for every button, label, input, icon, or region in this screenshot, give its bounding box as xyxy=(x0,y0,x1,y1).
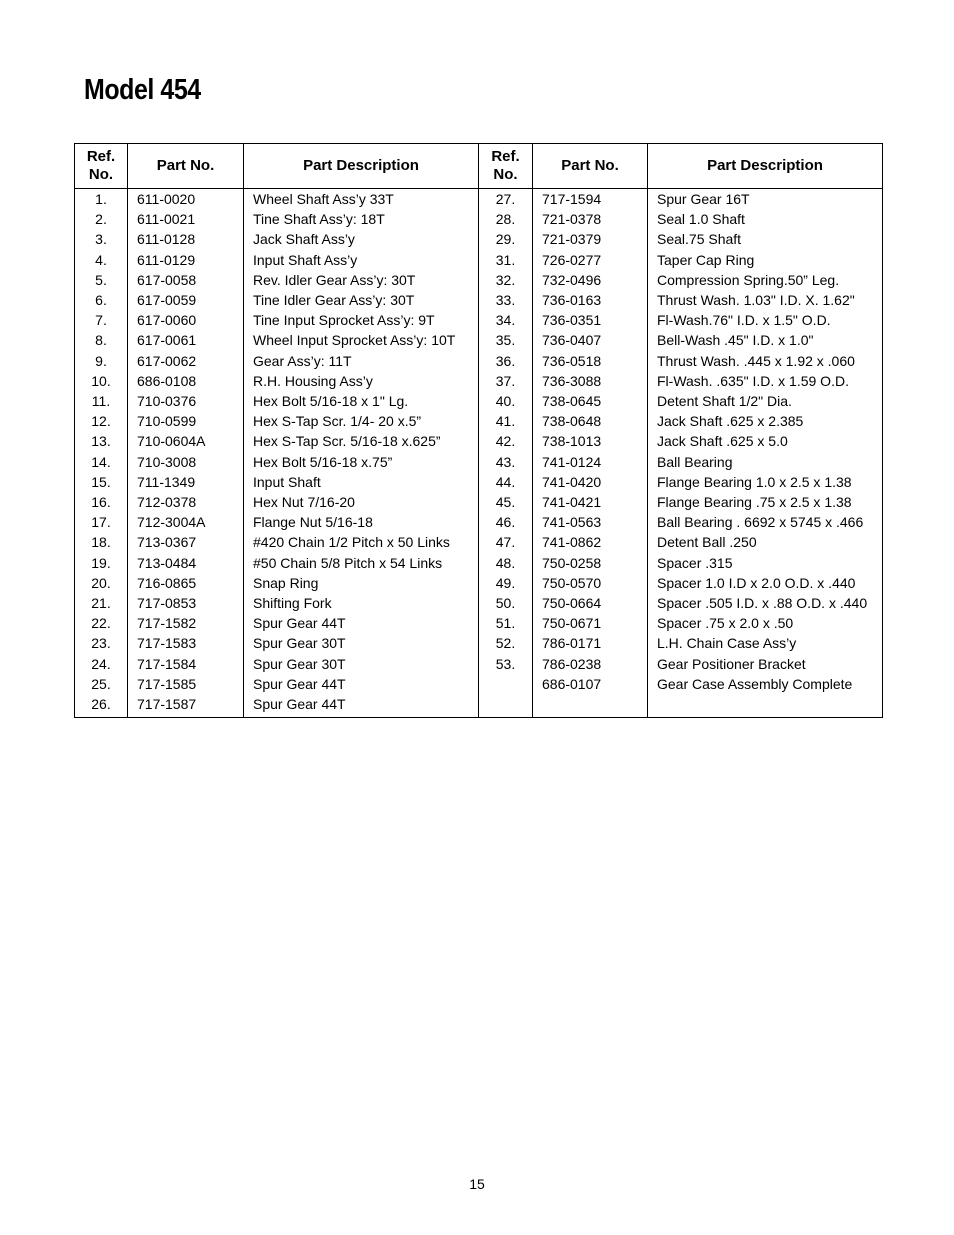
part-no-cell: 611-0129 xyxy=(128,250,244,270)
table-row xyxy=(75,250,883,270)
part-no-cell: 710-3008 xyxy=(128,452,244,472)
part-description-cell: Wheel Shaft Ass’y 33T xyxy=(244,189,479,210)
part-no-cell: 750-0671 xyxy=(533,613,648,633)
ref-no-cell: 1. xyxy=(75,189,128,210)
part-no-cell xyxy=(533,694,648,718)
ref-no-cell: 5. xyxy=(75,270,128,290)
part-description-cell: Flange Bearing 1.0 x 2.5 x 1.38 xyxy=(648,472,883,492)
header-part-description: Part Description xyxy=(648,144,883,189)
part-description-cell: Tine Idler Gear Ass’y: 30T xyxy=(244,290,479,310)
part-no-cell: 617-0062 xyxy=(128,351,244,371)
table-row xyxy=(75,654,883,674)
ref-no-cell: 40. xyxy=(479,391,533,411)
ref-no-cell: 7. xyxy=(75,310,128,330)
part-no-cell: 710-0376 xyxy=(128,391,244,411)
part-description-cell: Spacer .315 xyxy=(648,553,883,573)
part-no-cell: 611-0128 xyxy=(128,229,244,249)
table-header-row xyxy=(75,144,883,189)
part-description-cell: Spacer .505 I.D. x .88 O.D. x .440 xyxy=(648,593,883,613)
parts-table xyxy=(74,143,883,718)
part-no-cell: 741-0421 xyxy=(533,492,648,512)
ref-no-cell: 3. xyxy=(75,229,128,249)
ref-no-cell: 51. xyxy=(479,613,533,633)
part-description-cell: Spur Gear 44T xyxy=(244,674,479,694)
table-row xyxy=(75,351,883,371)
part-description-cell: Hex Nut 7/16-20 xyxy=(244,492,479,512)
ref-no-cell: 13. xyxy=(75,431,128,451)
ref-no-cell: 50. xyxy=(479,593,533,613)
part-description-cell: Rev. Idler Gear Ass’y: 30T xyxy=(244,270,479,290)
table-row xyxy=(75,411,883,431)
ref-no-cell: 45. xyxy=(479,492,533,512)
ref-no-cell: 14. xyxy=(75,452,128,472)
ref-no-cell: 6. xyxy=(75,290,128,310)
part-no-cell: 736-0163 xyxy=(533,290,648,310)
part-description-cell: Input Shaft xyxy=(244,472,479,492)
header-ref-no: Ref. No. xyxy=(75,144,128,189)
table-row xyxy=(75,573,883,593)
part-no-cell: 741-0420 xyxy=(533,472,648,492)
table-row xyxy=(75,452,883,472)
part-description-cell: Hex S-Tap Scr. 1/4- 20 x.5” xyxy=(244,411,479,431)
part-description-cell xyxy=(648,694,883,718)
ref-no-cell: 21. xyxy=(75,593,128,613)
table-row xyxy=(75,431,883,451)
ref-no-cell: 44. xyxy=(479,472,533,492)
ref-no-cell: 35. xyxy=(479,330,533,350)
table-row xyxy=(75,371,883,391)
part-no-cell: 721-0378 xyxy=(533,209,648,229)
part-no-cell: 741-0862 xyxy=(533,532,648,552)
part-no-cell: 617-0060 xyxy=(128,310,244,330)
ref-no-cell: 10. xyxy=(75,371,128,391)
parts-table-body xyxy=(75,189,883,718)
part-no-cell: 717-1583 xyxy=(128,633,244,653)
table-row xyxy=(75,391,883,411)
part-description-cell: Detent Ball .250 xyxy=(648,532,883,552)
part-no-cell: 617-0058 xyxy=(128,270,244,290)
ref-no-cell: 26. xyxy=(75,694,128,718)
table-row xyxy=(75,532,883,552)
ref-no-cell: 12. xyxy=(75,411,128,431)
ref-no-cell: 25. xyxy=(75,674,128,694)
part-description-cell: Wheel Input Sprocket Ass’y: 10T xyxy=(244,330,479,350)
part-no-cell: 750-0664 xyxy=(533,593,648,613)
part-description-cell: Spacer 1.0 I.D x 2.0 O.D. x .440 xyxy=(648,573,883,593)
ref-no-cell xyxy=(479,674,533,694)
part-description-cell: L.H. Chain Case Ass’y xyxy=(648,633,883,653)
page-title: Model 454 xyxy=(84,74,201,106)
part-no-cell: 617-0061 xyxy=(128,330,244,350)
table-row xyxy=(75,229,883,249)
table-row xyxy=(75,553,883,573)
part-description-cell: Spacer .75 x 2.0 x .50 xyxy=(648,613,883,633)
ref-no-cell: 19. xyxy=(75,553,128,573)
part-description-cell: Hex Bolt 5/16-18 x.75” xyxy=(244,452,479,472)
part-no-cell: 726-0277 xyxy=(533,250,648,270)
part-description-cell: Thrust Wash. .445 x 1.92 x .060 xyxy=(648,351,883,371)
part-description-cell: Ball Bearing . 6692 x 5745 x .466 xyxy=(648,512,883,532)
ref-no-cell: 28. xyxy=(479,209,533,229)
ref-no-cell: 43. xyxy=(479,452,533,472)
part-description-cell: Fl-Wash.76" I.D. x 1.5" O.D. xyxy=(648,310,883,330)
ref-no-cell: 46. xyxy=(479,512,533,532)
part-no-cell: 741-0124 xyxy=(533,452,648,472)
table-row xyxy=(75,492,883,512)
part-description-cell: R.H. Housing Ass’y xyxy=(244,371,479,391)
part-no-cell: 713-0484 xyxy=(128,553,244,573)
ref-no-cell: 27. xyxy=(479,189,533,210)
part-no-cell: 717-1585 xyxy=(128,674,244,694)
ref-no-cell: 20. xyxy=(75,573,128,593)
table-row xyxy=(75,270,883,290)
part-description-cell: Gear Case Assembly Complete xyxy=(648,674,883,694)
ref-no-cell: 32. xyxy=(479,270,533,290)
ref-no-cell: 34. xyxy=(479,310,533,330)
part-no-cell: 717-1582 xyxy=(128,613,244,633)
part-no-cell: 717-1594 xyxy=(533,189,648,210)
part-description-cell: Detent Shaft 1/2" Dia. xyxy=(648,391,883,411)
table-row xyxy=(75,310,883,330)
part-no-cell: 738-0648 xyxy=(533,411,648,431)
part-no-cell: 717-0853 xyxy=(128,593,244,613)
part-description-cell: Gear Ass’y: 11T xyxy=(244,351,479,371)
part-no-cell: 716-0865 xyxy=(128,573,244,593)
ref-no-cell: 15. xyxy=(75,472,128,492)
ref-no-cell: 29. xyxy=(479,229,533,249)
part-no-cell: 712-3004A xyxy=(128,512,244,532)
part-description-cell: Seal.75 Shaft xyxy=(648,229,883,249)
part-description-cell: Spur Gear 44T xyxy=(244,694,479,718)
ref-no-cell: 16. xyxy=(75,492,128,512)
part-description-cell: Flange Nut 5/16-18 xyxy=(244,512,479,532)
part-description-cell: Input Shaft Ass’y xyxy=(244,250,479,270)
part-description-cell: Spur Gear 44T xyxy=(244,613,479,633)
part-no-cell: 686-0108 xyxy=(128,371,244,391)
ref-no-cell: 37. xyxy=(479,371,533,391)
part-description-cell: Jack Shaft .625 x 2.385 xyxy=(648,411,883,431)
part-description-cell: Spur Gear 30T xyxy=(244,654,479,674)
part-description-cell: Gear Positioner Bracket xyxy=(648,654,883,674)
part-description-cell: Hex Bolt 5/16-18 x 1" Lg. xyxy=(244,391,479,411)
part-no-cell: 741-0563 xyxy=(533,512,648,532)
part-no-cell: 710-0599 xyxy=(128,411,244,431)
table-row xyxy=(75,472,883,492)
part-no-cell: 738-1013 xyxy=(533,431,648,451)
part-no-cell: 710-0604A xyxy=(128,431,244,451)
part-no-cell: 713-0367 xyxy=(128,532,244,552)
part-description-cell: Fl-Wash. .635" I.D. x 1.59 O.D. xyxy=(648,371,883,391)
table-row xyxy=(75,593,883,613)
part-description-cell: #50 Chain 5/8 Pitch x 54 Links xyxy=(244,553,479,573)
part-no-cell: 611-0020 xyxy=(128,189,244,210)
ref-no-cell: 8. xyxy=(75,330,128,350)
page-number: 15 xyxy=(469,1176,485,1192)
part-description-cell: Tine Input Sprocket Ass’y: 9T xyxy=(244,310,479,330)
part-description-cell: Jack Shaft .625 x 5.0 xyxy=(648,431,883,451)
ref-no-cell: 22. xyxy=(75,613,128,633)
part-no-cell: 738-0645 xyxy=(533,391,648,411)
table-row xyxy=(75,694,883,718)
ref-no-cell: 31. xyxy=(479,250,533,270)
part-no-cell: 617-0059 xyxy=(128,290,244,310)
table-row xyxy=(75,330,883,350)
part-description-cell: Compression Spring.50” Leg. xyxy=(648,270,883,290)
part-no-cell: 750-0258 xyxy=(533,553,648,573)
header-part-no: Part No. xyxy=(533,144,648,189)
part-description-cell: Hex S-Tap Scr. 5/16-18 x.625” xyxy=(244,431,479,451)
part-no-cell: 717-1584 xyxy=(128,654,244,674)
part-description-cell: Ball Bearing xyxy=(648,452,883,472)
table-row xyxy=(75,512,883,532)
ref-no-cell: 52. xyxy=(479,633,533,653)
part-no-cell: 712-0378 xyxy=(128,492,244,512)
ref-no-cell: 24. xyxy=(75,654,128,674)
part-no-cell: 721-0379 xyxy=(533,229,648,249)
table-row xyxy=(75,613,883,633)
part-description-cell: Flange Bearing .75 x 2.5 x 1.38 xyxy=(648,492,883,512)
ref-no-cell: 49. xyxy=(479,573,533,593)
ref-no-cell: 23. xyxy=(75,633,128,653)
part-description-cell: Seal 1.0 Shaft xyxy=(648,209,883,229)
table-row xyxy=(75,633,883,653)
part-no-cell: 736-3088 xyxy=(533,371,648,391)
part-description-cell: Jack Shaft Ass’y xyxy=(244,229,479,249)
part-description-cell: Shifting Fork xyxy=(244,593,479,613)
table-row xyxy=(75,209,883,229)
part-no-cell: 686-0107 xyxy=(533,674,648,694)
ref-no-cell: 18. xyxy=(75,532,128,552)
header-part-description: Part Description xyxy=(244,144,479,189)
part-description-cell: #420 Chain 1/2 Pitch x 50 Links xyxy=(244,532,479,552)
table-row xyxy=(75,290,883,310)
table-row xyxy=(75,189,883,210)
ref-no-cell: 41. xyxy=(479,411,533,431)
ref-no-cell: 42. xyxy=(479,431,533,451)
part-description-cell: Spur Gear 30T xyxy=(244,633,479,653)
header-ref-no: Ref. No. xyxy=(479,144,533,189)
header-part-no: Part No. xyxy=(128,144,244,189)
ref-no-cell: 17. xyxy=(75,512,128,532)
part-no-cell: 711-1349 xyxy=(128,472,244,492)
part-no-cell: 786-0171 xyxy=(533,633,648,653)
part-no-cell: 750-0570 xyxy=(533,573,648,593)
part-no-cell: 736-0407 xyxy=(533,330,648,350)
ref-no-cell: 9. xyxy=(75,351,128,371)
part-no-cell: 736-0518 xyxy=(533,351,648,371)
table-row xyxy=(75,674,883,694)
ref-no-cell xyxy=(479,694,533,718)
part-description-cell: Bell-Wash .45" I.D. x 1.0" xyxy=(648,330,883,350)
ref-no-cell: 47. xyxy=(479,532,533,552)
part-description-cell: Taper Cap Ring xyxy=(648,250,883,270)
part-no-cell: 736-0351 xyxy=(533,310,648,330)
part-no-cell: 611-0021 xyxy=(128,209,244,229)
ref-no-cell: 53. xyxy=(479,654,533,674)
part-no-cell: 717-1587 xyxy=(128,694,244,718)
ref-no-cell: 36. xyxy=(479,351,533,371)
part-description-cell: Thrust Wash. 1.03" I.D. X. 1.62" xyxy=(648,290,883,310)
ref-no-cell: 4. xyxy=(75,250,128,270)
ref-no-cell: 33. xyxy=(479,290,533,310)
part-no-cell: 732-0496 xyxy=(533,270,648,290)
part-description-cell: Snap Ring xyxy=(244,573,479,593)
part-description-cell: Tine Shaft Ass’y: 18T xyxy=(244,209,479,229)
part-description-cell: Spur Gear 16T xyxy=(648,189,883,210)
ref-no-cell: 48. xyxy=(479,553,533,573)
part-no-cell: 786-0238 xyxy=(533,654,648,674)
ref-no-cell: 11. xyxy=(75,391,128,411)
ref-no-cell: 2. xyxy=(75,209,128,229)
